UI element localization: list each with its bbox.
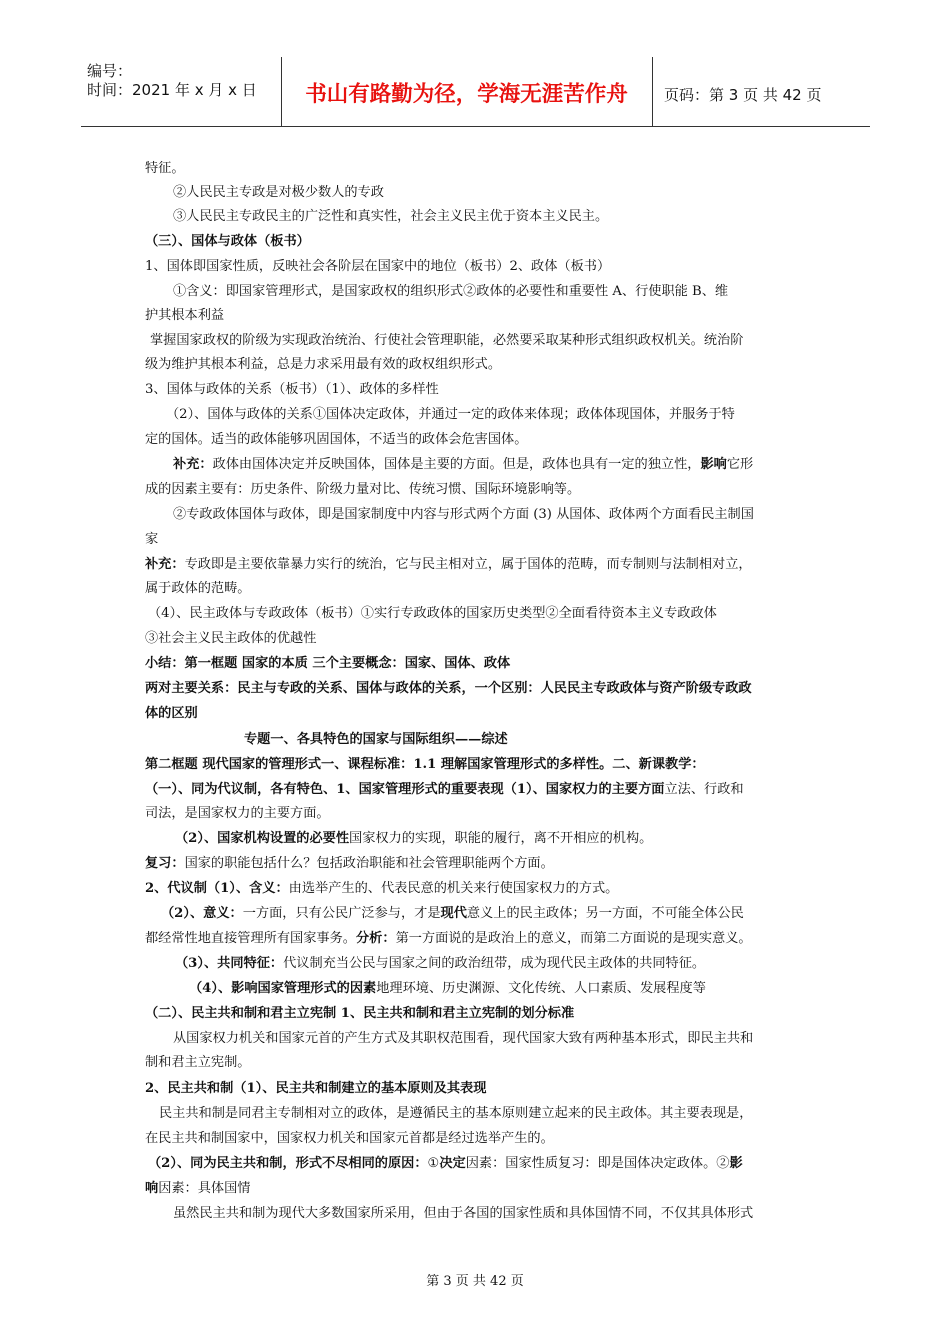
text-line: （3）、共同特征：代议制充当公民与国家之间的政治纽带，成为现代民主政体的共同特征。 [175, 956, 706, 971]
text-line: （2）、国家机构设置的必要性国家权力的实现，职能的履行，离不开相应的机构。 [175, 831, 653, 846]
page-header [81, 57, 870, 127]
header-page-info: 页码：第 3 页 共 42 页 [664, 86, 822, 104]
text-line: 3、国体与政体的关系（板书）（1）、政体的多样性 [145, 382, 439, 397]
summary-line: 小结：第一框题 国家的本质 三个主要概念：国家、国体、政体 [145, 656, 511, 671]
section-heading: （二）、民主共和制和君主立宪制 1、民主共和制和君主立宪制的划分标准 [145, 1006, 575, 1021]
document-number-label: 编号： [87, 62, 133, 80]
text-line: ②专政政体国体与政体，即是国家制度中内容与形式两个方面 (3) 从国体、政体两个方面看民主制国 [173, 507, 754, 522]
text-line: （2）、同为民主共和制，形式不尽相同的原因：①决定因素：国家性质复习：即是国体决定政体。②影 [148, 1156, 743, 1171]
text-line: 民主共和制是同君主专制相对立的政体，是遵循民主的基本原则建立起来的民主政体。其主要表现是， [159, 1106, 753, 1121]
text-line: 制和君主立宪制。 [145, 1055, 251, 1070]
text-line: （2）、意义：一方面，只有公民广泛参与，才是现代意义上的民主政体；另一方面，不可能全体公民 [161, 906, 744, 921]
text-line: （一）、同为代议制，各有特色、1、国家管理形式的重要表现（1）、国家权力的主要方面立法、行政和 [145, 782, 744, 797]
text-line: 在民主共和制国家中，国家权力机关和国家元首都是经过选举产生的。 [145, 1131, 554, 1146]
text-line: 成的因素主要有：历史条件、阶级力量对比、传统习惯、国际环境影响等。 [145, 482, 581, 497]
header-meta [81, 57, 282, 126]
text-line: ②人民民主专政是对极少数人的专政 [173, 185, 384, 200]
text-line: 1、国体即国家性质，反映社会各阶层在国家中的地位（板书）2、政体（板书） [145, 259, 611, 274]
text-line: 属于政体的范畴。 [145, 581, 251, 596]
text-line: 司法，是国家权力的主要方面。 [145, 806, 330, 821]
text-line: 2、代议制（1）、含义：由选举产生的、代表民意的机关来行使国家权力的方式。 [145, 881, 619, 896]
section-heading: （三）、国体与政体（板书） [145, 234, 310, 249]
supplement-label: 补充： [145, 557, 185, 572]
document-date: 时间：2021 年 x 月 x 日 [87, 81, 257, 99]
header-motto-cell [281, 57, 653, 126]
text-line: 复习：国家的职能包括什么？包括政治职能和社会管理职能两个方面。 [145, 856, 554, 871]
supplement-label: 补充： [173, 457, 213, 472]
text-line: 特征。 [145, 161, 185, 176]
text-line: （4）、民主政体与专政政体（板书）①实行专政政体的国家历史类型②全面看待资本主义专政政体 [148, 606, 717, 621]
text-line: 定的国体。适当的政体能够巩固国体，不适当的政体会危害国体。 [145, 432, 528, 447]
text-line: ①含义：即国家管理形式，是国家政权的组织形式②政体的必要性和重要性 A、行使职能 B、维 [173, 284, 729, 299]
text-line: 补充：专政即是主要依靠暴力实行的统治，它与民主相对立，属于国体的范畴，而专制则与法制相对立， [145, 557, 752, 572]
header-motto: 书山有路勤为径，学海无涯苦作舟 [305, 82, 628, 107]
text-line: 虽然民主共和制为现代大多数国家所采用，但由于各国的国家性质和具体国情不同，不仅其具体形式 [173, 1206, 754, 1221]
text-line: 护其根本利益 [145, 308, 225, 323]
header-page-cell [652, 57, 870, 126]
text-line: ③社会主义民主政体的优越性 [145, 631, 317, 646]
text-line: （2）、国体与政体的关系①国体决定政体，并通过一定的政体来体现；政体体现国体，并服务于特 [166, 407, 735, 422]
text-line: 家 [145, 532, 159, 547]
text-line: 响因素：具体国情 [145, 1181, 251, 1196]
text-line: 都经常性地直接管理所有国家事务。分析：第一方面说的是政治上的意义，而第二方面说的是现实意义。 [145, 931, 752, 946]
summary-line: 两对主要关系：民主与专政的关系、国体与政体的关系，一个区别：人民民主专政政体与资产阶级专政政 [145, 681, 752, 696]
text-line: 掌握国家政权的阶级为实现政治统治、行使社会管理职能，必然要采取某种形式组织政权机关。统治阶 [150, 333, 744, 348]
text-line: 补充：政体由国体决定并反映国体，国体是主要的方面。但是，政体也具有一定的独立性，影响它形 [173, 457, 754, 472]
page-footer: 第 3 页 共 42 页 [426, 1274, 524, 1289]
text-line: ③人民民主专政民主的广泛性和真实性，社会主义民主优于资本主义民主。 [173, 209, 609, 224]
summary-line: 体的区别 [145, 706, 198, 721]
text-line: （4）、影响国家管理形式的因素地理环境、历史渊源、文化传统、人口素质、发展程度等 [189, 981, 706, 996]
text-line: 从国家权力机关和国家元首的产生方式及其职权范围看，现代国家大致有两种基本形式，即民主共和 [173, 1031, 754, 1046]
text-line: 级为维护其根本利益，总是力求采用最有效的政权组织形式。 [145, 357, 502, 372]
section-heading: 2、民主共和制（1）、民主共和制建立的基本原则及其表现 [145, 1081, 487, 1096]
section-heading: 第二框题 现代国家的管理形式一、课程标准：1.1 理解国家管理形式的多样性。二、新课教学： [145, 757, 705, 772]
topic-title: 专题一、各具特色的国家与国际组织——综述 [244, 732, 508, 747]
